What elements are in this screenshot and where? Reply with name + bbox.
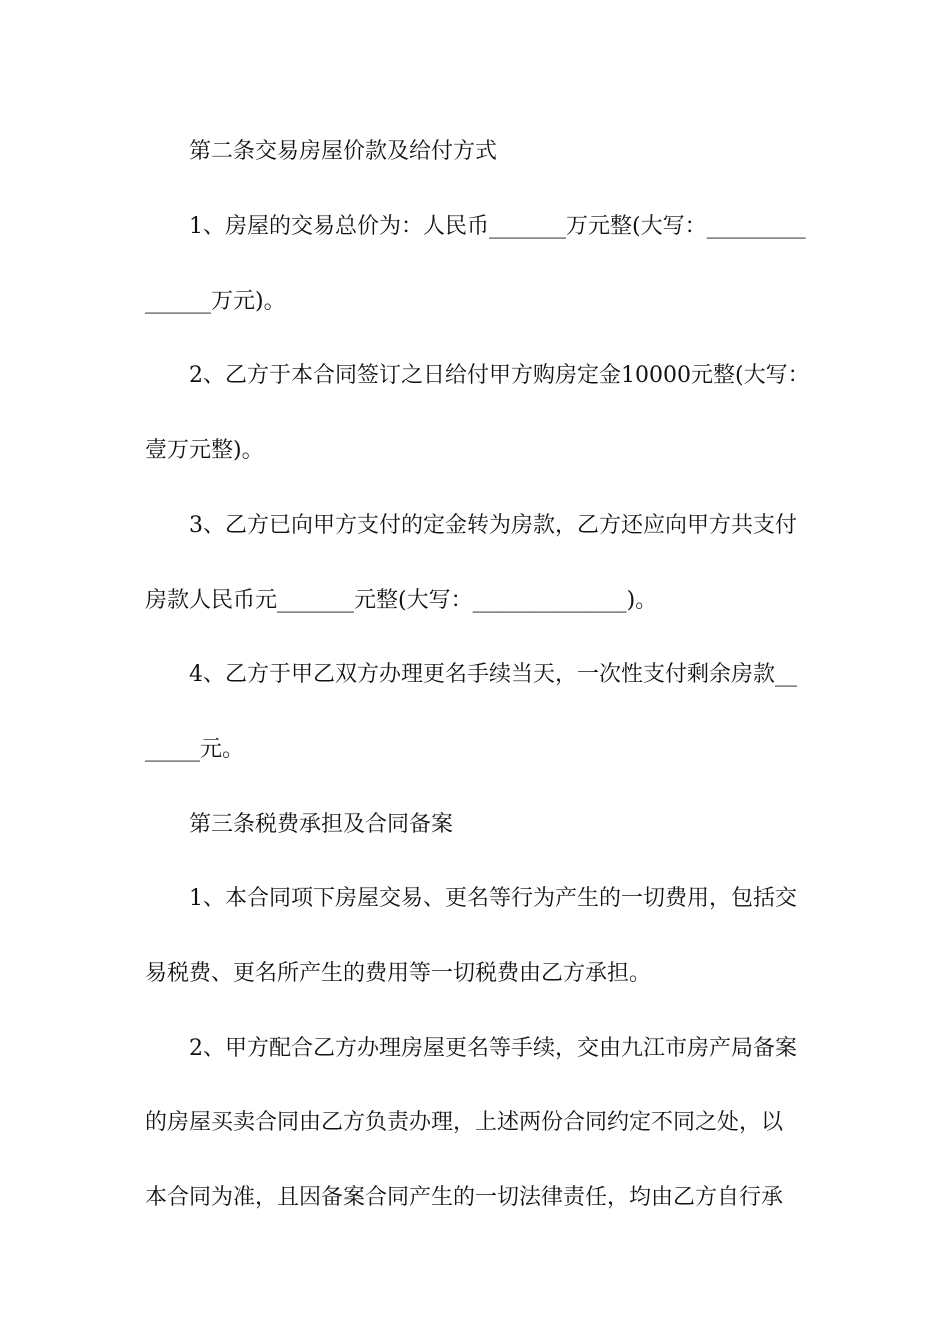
paragraph-line: _____元。 [145,737,245,762]
paragraph-line: 2、甲方配合乙方办理房屋更名等手续，交由九江市房产局备案 [189,1036,797,1061]
paragraph-line: 房款人民币元_______元整(大写：______________)。 [145,588,658,613]
paragraph-line: 1、本合同项下房屋交易、更名等行为产生的一切费用，包括交 [189,886,797,911]
paragraph-line: 1、房屋的交易总价为：人民币_______万元整(大写：_________ [189,214,806,239]
paragraph-line: 3、乙方已向甲方支付的定金转为房款，乙方还应向甲方共支付 [189,513,797,538]
paragraph-line: 易税费、更名所产生的费用等一切税费由乙方承担。 [145,961,652,986]
paragraph-line: 壹万元整)。 [145,438,264,463]
paragraph-line: ______万元)。 [145,289,286,314]
section-heading-price-payment: 第二条交易房屋价款及给付方式 [189,139,498,164]
section-heading-tax-filing: 第三条税费承担及合同备案 [189,812,454,837]
paragraph-line: 本合同为准，且因备案合同产生的一切法律责任，均由乙方自行承 [145,1185,784,1210]
paragraph-line: 2、乙方于本合同签订之日给付甲方购房定金10000元整(大写： [189,363,810,388]
paragraph-line: 的房屋买卖合同由乙方负责办理，上述两份合同约定不同之处，以 [145,1110,784,1135]
paragraph-line: 4、乙方于甲乙双方办理更名手续当天，一次性支付剩余房款__ [189,662,797,687]
